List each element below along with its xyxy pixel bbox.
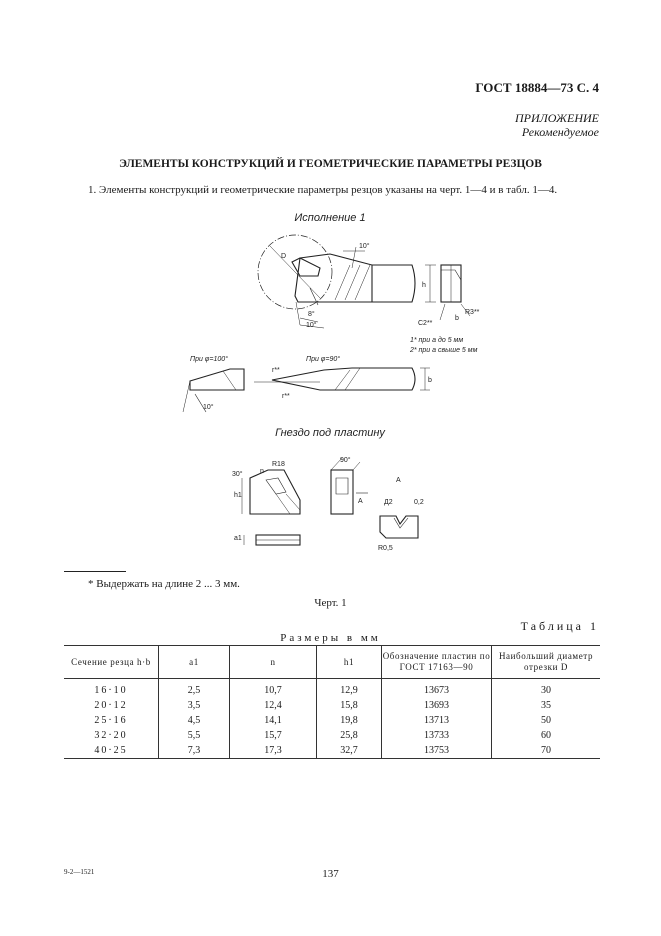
caption-socket: Гнездо под пластину xyxy=(275,427,385,439)
table-cell: 2,5 xyxy=(159,679,230,699)
label-a-up: А xyxy=(396,477,401,484)
footnote-divider xyxy=(64,571,126,572)
table-cell: 60 xyxy=(492,728,601,743)
table-row xyxy=(64,713,600,728)
header-h1: h1 xyxy=(317,646,382,679)
table-cell: 20·12 xyxy=(94,700,128,711)
table-cell: 15,8 xyxy=(317,698,382,713)
label-c2: С2** xyxy=(418,320,433,327)
table-subtitle: Размеры в мм xyxy=(280,632,381,644)
table-cell: 13673 xyxy=(382,679,492,699)
table-cell: 35 xyxy=(492,698,601,713)
table-cell: 25·16 xyxy=(94,715,128,726)
note-2: 2* при а свыше 5 мм xyxy=(410,347,478,354)
label-a-side: А xyxy=(358,498,363,505)
label-h1: h1 xyxy=(234,492,242,499)
intro-paragraph: 1. Элементы конструкций и геометрические параметры резцов указаны на черт. 1—4 и в табл. 1—4. xyxy=(88,184,558,196)
header-section: Сечение резца h·b xyxy=(64,646,159,679)
label-r18: R18 xyxy=(272,461,285,468)
cutter-end-view xyxy=(409,265,480,354)
table-cell: 4,5 xyxy=(159,713,230,728)
table-cell: 12,9 xyxy=(317,679,382,699)
table-cell: 14,1 xyxy=(230,713,317,728)
cutter-side-views xyxy=(183,355,432,412)
label-r3: R3** xyxy=(465,309,480,316)
label-angle-8: 8° xyxy=(308,311,315,318)
drawing-label: Черт. 1 xyxy=(314,597,347,609)
table-cell: 7,3 xyxy=(159,743,230,759)
table-cell: 16·10 xyxy=(94,685,128,696)
technical-drawing xyxy=(0,200,661,560)
footnote: * Выдержать на длине 2 ... 3 мм. xyxy=(88,578,240,590)
table-row xyxy=(64,728,600,743)
standard-header: ГОСТ 18884—73 С. 4 xyxy=(475,80,599,95)
table-cell: 13693 xyxy=(382,698,492,713)
socket-views xyxy=(232,456,424,552)
header-a1: a1 xyxy=(159,646,230,679)
table-cell: 10,7 xyxy=(230,679,317,699)
table-cell: 3,5 xyxy=(159,698,230,713)
table-cell: 70 xyxy=(492,743,601,759)
table-label: Таблица 1 xyxy=(520,619,599,633)
label-b: b xyxy=(455,315,459,322)
label-d: D xyxy=(281,253,287,260)
table-cell: 13733 xyxy=(382,728,492,743)
label-r-star1: r** xyxy=(272,367,280,374)
dimensions-table xyxy=(64,645,600,759)
table-header-row xyxy=(64,646,600,679)
caption-version1: Исполнение 1 xyxy=(294,212,366,224)
table-cell: 12,4 xyxy=(230,698,317,713)
table-row xyxy=(64,698,600,713)
label-angle-10: 10° xyxy=(359,243,370,250)
print-code: 9-2—1521 xyxy=(64,868,95,876)
page-number: 137 xyxy=(322,868,339,880)
label-r05: R0,5 xyxy=(378,545,393,552)
table-cell: 32·20 xyxy=(94,730,128,741)
label-r-star2: r** xyxy=(282,393,290,400)
table-cell: 17,3 xyxy=(230,743,317,759)
label-h: h xyxy=(422,282,426,289)
table-cell: 19,8 xyxy=(317,713,382,728)
appendix-block xyxy=(515,111,599,139)
label-n: n xyxy=(260,468,264,475)
header-plate: Обозначение пластин по ГОСТ 17163—90 xyxy=(382,646,492,679)
cutter-top-view xyxy=(258,235,415,329)
table-cell: 13713 xyxy=(382,713,492,728)
label-angle-10b: 10° xyxy=(306,322,317,329)
label-phi-90: При φ=90° xyxy=(306,356,341,363)
table-cell: 13753 xyxy=(382,743,492,759)
table-cell: 25,8 xyxy=(317,728,382,743)
appendix-sub: Рекомендуемое xyxy=(521,125,599,139)
label-d2a: Д2 xyxy=(384,499,393,506)
header-n: n xyxy=(230,646,317,679)
appendix-label: ПРИЛОЖЕНИЕ xyxy=(515,111,599,125)
note-1: 1* при а до 5 мм xyxy=(410,337,464,344)
table-cell: 40·25 xyxy=(64,743,159,759)
label-angle-90: 90° xyxy=(340,457,351,464)
label-d2b: 0,2 xyxy=(414,499,424,506)
table-row xyxy=(64,679,600,699)
label-angle-10c: 10° xyxy=(203,404,214,411)
label-angle-30: 30° xyxy=(232,471,243,478)
table-cell: 32,7 xyxy=(317,743,382,759)
table-cell: 50 xyxy=(492,713,601,728)
label-a1: a1 xyxy=(234,535,242,542)
label-phi-100: При φ=100° xyxy=(190,356,228,363)
table-row xyxy=(64,743,600,759)
label-b2: b xyxy=(428,377,432,384)
section-title: ЭЛЕМЕНТЫ КОНСТРУКЦИЙ И ГЕОМЕТРИЧЕСКИЕ ПАРАМЕТРЫ РЕЗЦОВ xyxy=(119,158,542,170)
table-cell: 5,5 xyxy=(159,728,230,743)
table-cell: 15,7 xyxy=(230,728,317,743)
table-cell: 30 xyxy=(492,679,601,699)
header-diameter: Наибольший диаметр отрезки D xyxy=(492,646,601,679)
